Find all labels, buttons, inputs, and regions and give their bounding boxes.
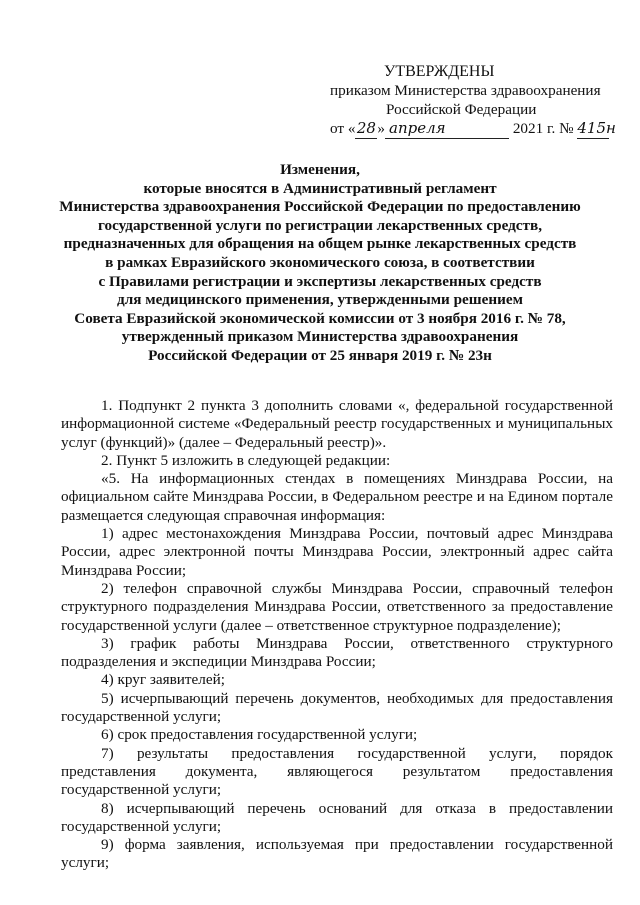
body-paragraph: 2. Пункт 5 изложить в следующей редакции: [101, 451, 391, 469]
approval-date-line [330, 119, 620, 139]
approval-country-line: Российской Федерации [386, 101, 537, 118]
document-body [61, 397, 613, 873]
body-paragraph: 6) срок предоставления государственной услуги; [101, 726, 418, 744]
body-paragraph: 8) исчерпывающий перечень оснований для отказа в предоставлении государственной услуги; [61, 799, 613, 835]
date-year-number-label: 2021 г. № [512, 120, 574, 137]
heading-line: предназначенных для обращения на общем рынке лекарственных средств [63, 235, 577, 253]
body-paragraph: 1. Подпункт 2 пункта 3 дополнить словами «, федеральной государственной информационной системе «Федеральный реестр государственных и муниципальных услуг (функций)» (далее – Федеральный реестр)». [61, 397, 613, 451]
heading-line: в рамках Евразийского экономического союза, в соответствии [105, 253, 535, 271]
handwritten-month: апреля [385, 119, 509, 139]
body-paragraph: 4) круг заявителей; [101, 671, 225, 689]
body-paragraph: 1) адрес местонахождения Минздрава России, почтовый адрес Минздрава России, адрес электронной почты Минздрава России, электронный адрес сайта Минздрава России; [61, 525, 613, 579]
document-heading [40, 161, 600, 366]
approval-order-line: приказом Министерства здравоохранения [330, 82, 601, 99]
heading-line: с Правилами регистрации и экспертизы лекарственных средств [98, 272, 542, 290]
date-prefix: от « [330, 120, 356, 137]
heading-line: которые вносятся в Административный регламент [143, 179, 497, 197]
heading-line: Изменения, [280, 161, 360, 178]
heading-line: Совета Евразийской экономической комиссии от 3 ноября 2016 г. № 78, [74, 309, 566, 327]
approval-block [330, 62, 620, 139]
body-paragraph: 9) форма заявления, используемая при предоставлении государственной услуги; [61, 836, 613, 872]
body-paragraph: 3) график работы Минздрава России, ответственного структурного подразделения и экспедиции Минздрава России; [61, 634, 613, 671]
body-paragraph: 5) исчерпывающий перечень документов, необходимых для предоставления государственной услуги; [61, 689, 613, 726]
heading-line: утвержденный приказом Министерства здравоохранения [121, 328, 519, 346]
heading-line: государственной услуги по регистрации лекарственных средств, [97, 216, 542, 234]
heading-line: для медицинского применения, утвержденными решением [117, 291, 523, 309]
heading-line: Министерства здравоохранения Российской Федерации по предоставлению [59, 198, 581, 216]
body-paragraph: «5. На информационных стендах в помещениях Минздрава России, на официальном сайте Минздрава России, в Федеральном реестре и на Едином портале размещается следующая справочная информация: [61, 470, 613, 524]
body-paragraph: 7) результаты предоставления государственной услуги, порядок представления документа, являющегося результатом предоставления государственной услуги; [61, 744, 613, 799]
handwritten-day: 28 [356, 119, 376, 137]
body-paragraph: 2) телефон справочной службы Минздрава России, справочный телефон структурного подразделения Минздрава России, ответственного за предоставление государственной услуги (далее – ответственное структурное подразделение); [61, 579, 613, 634]
heading-line: Российской Федерации от 25 января 2019 г. № 23н [148, 346, 492, 364]
approval-title: УТВЕРЖДЕНЫ [384, 63, 495, 80]
date-quote-close: » [377, 120, 386, 137]
handwritten-order-number: 415н [577, 119, 616, 137]
